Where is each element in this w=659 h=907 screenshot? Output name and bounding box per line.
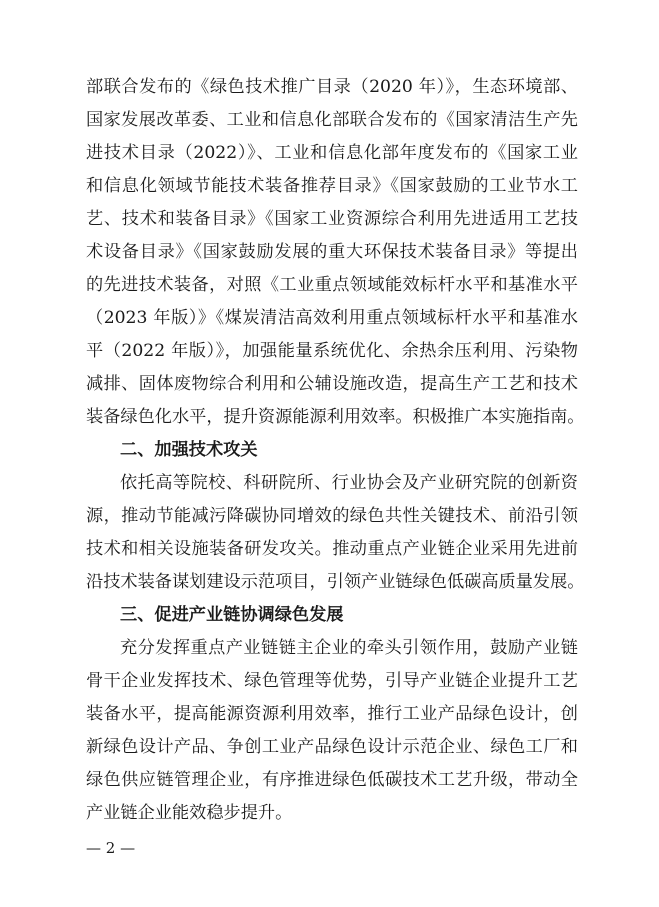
paragraph-line: 进技术目录（2022）》、工业和信息化部年度发布的《国家工业 — [86, 143, 578, 163]
paragraph-line: 装备水平，提高能源资源利用效率，推行工业产品绿色设计，创 — [86, 704, 578, 724]
paragraph-line: 国家发展改革委、工业和信息化部联合发布的《国家清洁生产先 — [86, 110, 578, 130]
paragraph-line: 艺、技术和装备目录》《国家工业资源综合利用先进适用工艺技 — [86, 209, 578, 229]
paragraph-line: 绿色供应链管理企业，有序推进绿色低碳技术工艺升级，带动全 — [86, 770, 578, 790]
paragraph-line: 术设备目录》《国家鼓励发展的重大环保技术装备目录》等提出 — [86, 242, 578, 262]
section-heading: 三、促进产业链协调绿色发展 — [120, 605, 344, 625]
paragraph-line: 充分发挥重点产业链链主企业的牵头引领作用，鼓励产业链 — [120, 638, 578, 658]
paragraph-line: 平（2022 年版）》，加强能量系统优化、余热余压利用、污染物 — [86, 341, 578, 361]
section-heading: 二、加强技术攻关 — [120, 440, 258, 460]
paragraph-line: 部联合发布的《绿色技术推广目录（2020 年）》，生态环境部、 — [86, 77, 578, 97]
paragraph-line: （2023 年版）》《煤炭清洁高效利用重点领域标杆水平和基准水 — [86, 308, 578, 328]
paragraph-line: 产业链企业能效稳步提升。 — [86, 803, 293, 823]
paragraph-line: 减排、固体废物综合利用和公辅设施改造，提高生产工艺和技术 — [86, 374, 578, 394]
paragraph-line: 的先进技术装备，对照《工业重点领域能效标杆水平和基准水平 — [86, 275, 578, 295]
paragraph-line: 和信息化领域节能技术装备推荐目录》《国家鼓励的工业节水工 — [86, 176, 578, 196]
paragraph-line: 装备绿色化水平，提升资源能源利用效率。积极推广本实施指南。 — [86, 407, 585, 427]
paragraph-line: 技术和相关设施装备研发攻关。推动重点产业链企业采用先进前 — [86, 539, 578, 559]
paragraph-line: 沿技术装备谋划建设示范项目，引领产业链绿色低碳高质量发展。 — [86, 572, 585, 592]
paragraph-line: 骨干企业发挥技术、绿色管理等优势，引导产业链企业提升工艺 — [86, 671, 578, 691]
page-number: — 2 — — [86, 839, 136, 857]
paragraph-line: 源，推动节能减污降碳协同增效的绿色共性关键技术、前沿引领 — [86, 506, 578, 526]
paragraph-line: 依托高等院校、科研院所、行业协会及产业研究院的创新资 — [120, 473, 578, 493]
paragraph-line: 新绿色设计产品、争创工业产品绿色设计示范企业、绿色工厂和 — [86, 737, 578, 757]
